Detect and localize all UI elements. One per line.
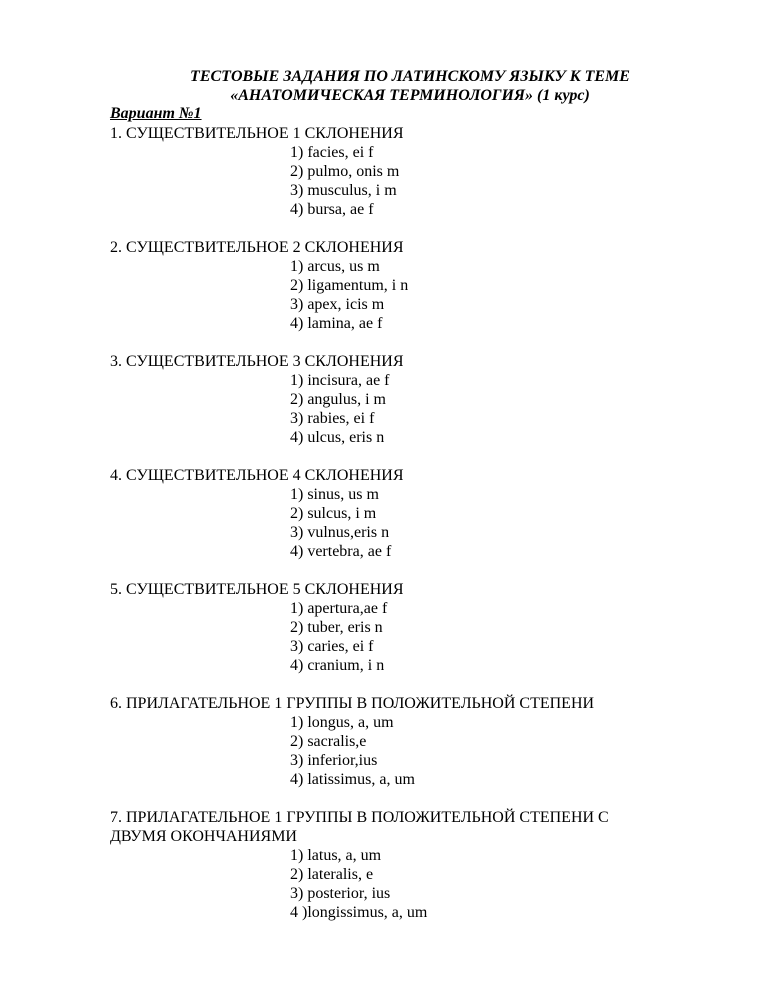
answer-option: 3) rabies, ei f: [290, 410, 375, 427]
answer-option: 1) apertura,ae f: [290, 600, 388, 617]
question-text: 1. СУЩЕСТВИТЕЛЬНОЕ 1 СКЛОНЕНИЯ: [110, 125, 404, 142]
answer-option: 4) latissimus, a, um: [290, 771, 415, 788]
answer-option: 4) vertebra, ae f: [290, 543, 392, 560]
answer-option: 4) ulcus, eris n: [290, 429, 385, 446]
question-text: 3. СУЩЕСТВИТЕЛЬНОЕ 3 СКЛОНЕНИЯ: [110, 353, 404, 370]
question-1: [110, 124, 710, 219]
question-text: 7. ПРИЛАГАТЕЛЬНОЕ 1 ГРУППЫ В ПОЛОЖИТЕЛЬНОЙ СТЕПЕНИ С: [110, 809, 609, 826]
answer-option: 1) arcus, us m: [290, 258, 380, 275]
question-text: 4. СУЩЕСТВИТЕЛЬНОЕ 4 СКЛОНЕНИЯ: [110, 467, 404, 484]
answer-option: 2) sacralis,e: [290, 733, 367, 750]
answer-option: 1) sinus, us m: [290, 486, 379, 503]
question-2: [110, 238, 710, 333]
answer-option: 1) longus, a, um: [290, 714, 394, 731]
question-5: [110, 580, 710, 675]
answer-options: [290, 846, 710, 922]
answer-option: 1) facies, ei f: [290, 144, 374, 161]
answer-option: 4) bursa, ae f: [290, 201, 374, 218]
answer-option: 2) lateralis, e: [290, 866, 374, 883]
answer-options: [290, 371, 710, 447]
question-text: 2. СУЩЕСТВИТЕЛЬНОЕ 2 СКЛОНЕНИЯ: [110, 239, 404, 256]
answer-option: 4) cranium, i n: [290, 657, 385, 674]
answer-options: [290, 713, 710, 789]
question-text: 5. СУЩЕСТВИТЕЛЬНОЕ 5 СКЛОНЕНИЯ: [110, 581, 404, 598]
answer-options: [290, 257, 710, 333]
answer-option: 2) tuber, eris n: [290, 619, 383, 636]
answer-options: [290, 485, 710, 561]
question-7: [110, 808, 710, 922]
answer-option: 3) caries, ei f: [290, 638, 374, 655]
question-text: 6. ПРИЛАГАТЕЛЬНОЕ 1 ГРУППЫ В ПОЛОЖИТЕЛЬНОЙ СТЕПЕНИ: [110, 695, 595, 712]
answer-option: 3) inferior,ius: [290, 752, 378, 769]
question-6: [110, 694, 710, 789]
answer-option: 3) musculus, i m: [290, 182, 397, 199]
answer-option: 2) sulcus, i m: [290, 505, 377, 522]
answer-option: 3) apex, icis m: [290, 296, 385, 313]
answer-option: 1) latus, a, um: [290, 847, 382, 864]
question-3: [110, 352, 710, 447]
answer-option: 3) posterior, ius: [290, 885, 391, 902]
answer-option: 4 )longissimus, a, um: [290, 904, 428, 921]
document-title-line1: ТЕСТОВЫЕ ЗАДАНИЯ ПО ЛАТИНСКОМУ ЯЗЫКУ К ТЕМЕ: [190, 68, 630, 85]
answer-option: 2) ligamentum, i n: [290, 277, 409, 294]
question-text-continued: ДВУМЯ ОКОНЧАНИЯМИ: [110, 828, 297, 845]
answer-option: 2) angulus, i m: [290, 391, 386, 408]
answer-options: [290, 599, 710, 675]
answer-option: 2) pulmo, onis m: [290, 163, 400, 180]
question-4: [110, 466, 710, 561]
document-title-line2: «АНАТОМИЧЕСКАЯ ТЕРМИНОЛОГИЯ» (1 курс): [230, 87, 590, 104]
answer-option: 3) vulnus,eris n: [290, 524, 390, 541]
answer-options: [290, 143, 710, 219]
variant-heading: Вариант №1: [110, 105, 202, 122]
answer-option: 1) incisura, ae f: [290, 372, 390, 389]
answer-option: 4) lamina, ae f: [290, 315, 383, 332]
